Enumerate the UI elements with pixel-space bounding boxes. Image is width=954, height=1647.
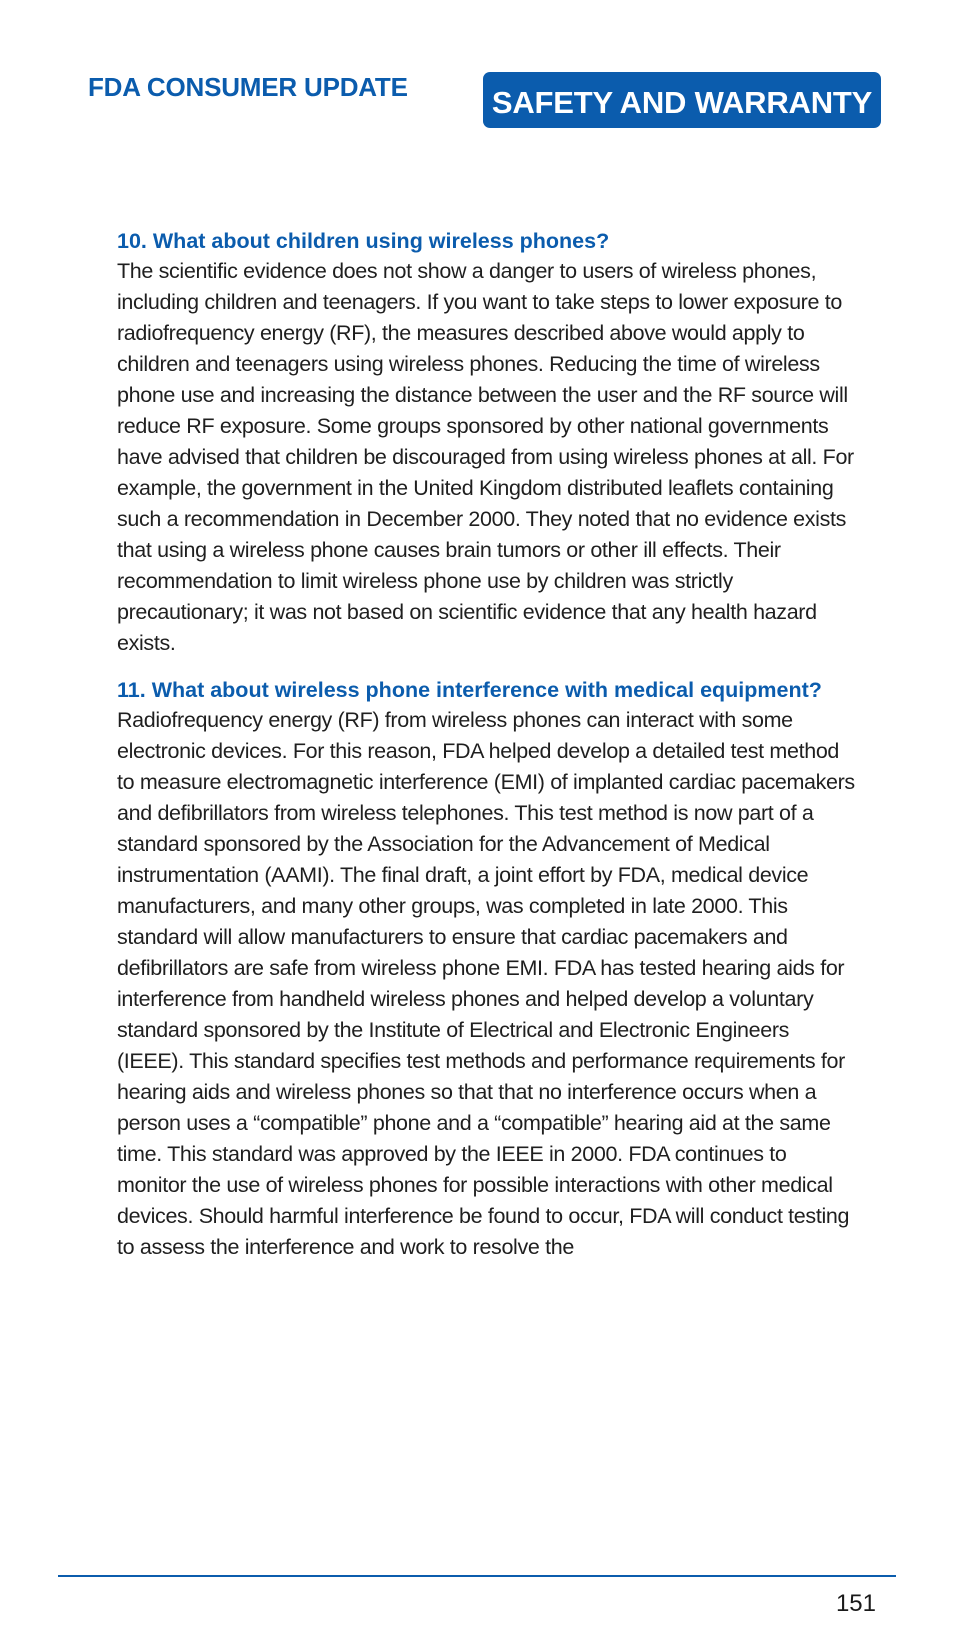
question-number: 11. xyxy=(117,678,146,702)
section-badge: SAFETY AND WARRANTY xyxy=(483,72,881,128)
question-text: What about wireless phone interference with medical equipment? xyxy=(151,678,822,702)
page-content xyxy=(117,226,857,1263)
section-spacer xyxy=(117,659,857,675)
answer-paragraph: The scientific evidence does not show a danger to users of wireless phones, including children and teenagers. If you want to take steps to lower exposure to radiofrequency energy (RF), the measures described above would apply to children and teenagers using wireless phones. Reducing the time of wireless phone use and increasing the distance between the user and the RF source will reduce RF exposure. Some groups sponsored by other national governments have advised that children be discouraged from using wireless phones at all. For example, the government in the United Kingdom distributed leaflets containing such a recommendation in December 2000. They noted that no evidence exists that using a wireless phone causes brain tumors or other ill effects. Their recommendation to limit wireless phone use by children was strictly precautionary; it was not based on scientific evidence that any health hazard exists. xyxy=(117,259,854,655)
faq-section-11 xyxy=(117,675,857,1263)
answer-paragraph: Radiofrequency energy (RF) from wireless phones can interact with some electronic devices. For this reason, FDA helped develop a detailed test method to measure electromagnetic interference (EMI) of implanted cardiac pacemakers and defibrillators from wireless telephones. This test method is now part of a standard sponsored by the Association for the Advancement of Medical instrumentation (AAMI). The final draft, a joint effort by FDA, medical device manufacturers, and many other groups, was completed in late 2000. This standard will allow manufacturers to ensure that cardiac pacemakers and defibrillators are safe from wireless phone EMI. FDA has tested hearing aids for interference from handheld wireless phones and helped develop a voluntary standard sponsored by the Institute of Electrical and Electronic Engineers (IEEE). This standard specifies test methods and performance requirements for hearing aids and wireless phones so that that no interference occurs when a person uses a “compatible” phone and a “compatible” hearing aid at the same time. This standard was approved by the IEEE in 2000. FDA continues to monitor the use of wireless phones for possible interactions with other medical devices. Should harmful interference be found to occur, FDA will conduct testing to assess the interference and work to resolve the xyxy=(117,708,855,1259)
question-heading xyxy=(117,226,857,256)
question-number: 10. xyxy=(117,229,147,253)
faq-section-10 xyxy=(117,226,857,659)
running-header-title: FDA CONSUMER UPDATE xyxy=(88,72,408,102)
question-text: What about children using wireless phones? xyxy=(152,229,610,253)
question-heading xyxy=(117,675,857,705)
page-number: 151 xyxy=(835,1590,876,1617)
footer-divider xyxy=(58,1575,896,1577)
